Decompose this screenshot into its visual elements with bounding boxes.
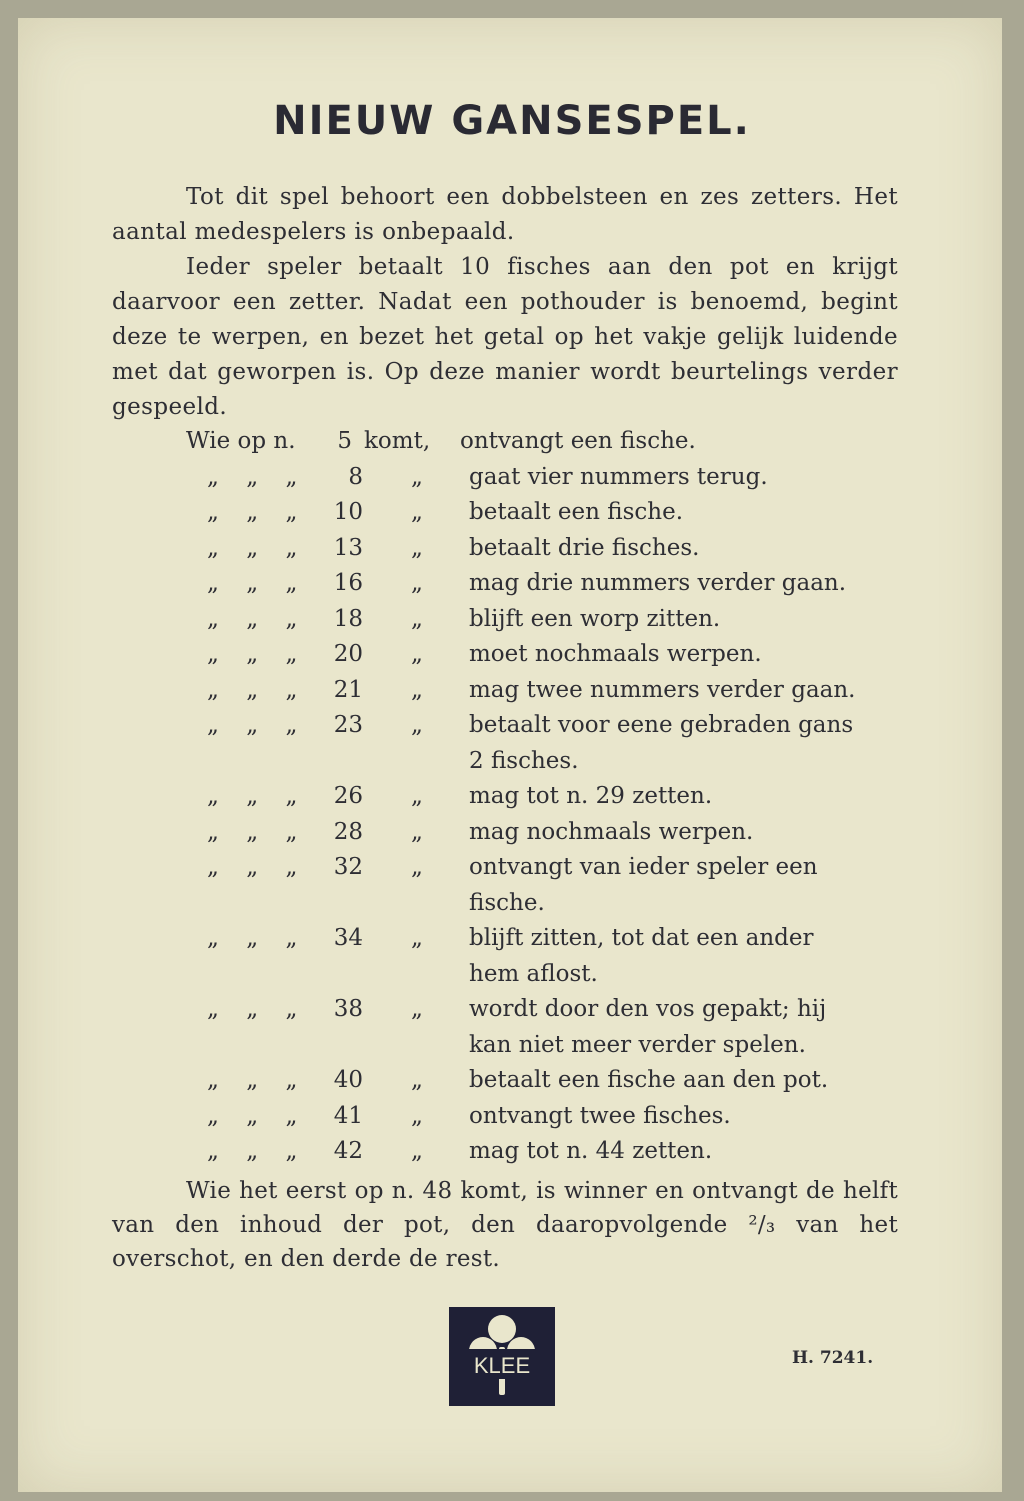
page-title: NIEUW GANSESPEL. [273, 98, 751, 144]
ditto-mark: „ [411, 463, 423, 490]
rule-number [279, 886, 363, 922]
rule-number: 20 [333, 641, 363, 667]
ditto-marks: „ „ „ [207, 854, 298, 880]
ditto-mark: „ [411, 854, 423, 880]
ditto-marks: „ „ „ [207, 463, 298, 490]
rule-row [112, 673, 898, 709]
rule-komt: komt, [364, 428, 431, 454]
rule-row [112, 637, 898, 673]
rule-row [112, 779, 898, 815]
rule-number: 21 [333, 676, 363, 703]
rule-number: 5 [337, 428, 352, 454]
ditto-mark [363, 886, 466, 922]
rule-number: 42 [333, 1138, 363, 1164]
rule-description: 2 fisches. [469, 747, 579, 774]
ditto-marks [112, 957, 279, 993]
intro-paragraph-1: Tot dit spel behoort een dobbelsteen en zes zetters. Het aantal medespelers is onbepaald. [112, 184, 898, 245]
rule-row-continuation [112, 957, 898, 993]
rule-number: 23 [333, 712, 363, 738]
rule-description: fische. [469, 889, 545, 916]
ditto-marks [112, 886, 279, 922]
ditto-mark: „ [411, 605, 423, 632]
rule-row [112, 531, 898, 567]
rule-number: 10 [333, 499, 363, 525]
rule-description: gaat vier nummers terug. [469, 463, 768, 490]
rule-row [112, 1063, 898, 1099]
rule-description: blijft zitten, tot dat een ander [469, 925, 814, 951]
rule-row-first [112, 424, 898, 460]
ditto-mark: „ [411, 996, 423, 1022]
logo-text: KLEE [473, 1353, 531, 1378]
ditto-marks: „ „ „ [207, 1067, 298, 1093]
ditto-mark: „ [411, 570, 423, 596]
ditto-mark [363, 957, 466, 993]
rule-description: betaalt drie fisches. [469, 534, 700, 561]
ditto-marks: „ „ „ [207, 570, 298, 596]
ditto-marks: „ „ „ [207, 996, 298, 1022]
rule-description: mag twee nummers verder gaan. [469, 676, 856, 703]
clover-icon [449, 1307, 555, 1406]
intro-text [112, 180, 898, 425]
rule-description: blijft een worp zitten. [469, 605, 721, 632]
ditto-marks: „ „ „ [207, 783, 298, 809]
ditto-mark: „ [411, 534, 423, 561]
ditto-marks: „ „ „ [207, 605, 298, 632]
rule-row [112, 992, 898, 1028]
rule-number [279, 957, 363, 993]
rule-description: kan niet meer verder spelen. [469, 1031, 806, 1058]
ditto-mark [363, 1028, 466, 1064]
rule-number: 16 [333, 570, 363, 596]
rule-description: betaalt voor eene gebraden gans [469, 712, 854, 738]
rule-description: betaalt een fische. [469, 499, 684, 525]
ditto-mark: „ [411, 783, 423, 809]
ditto-marks: „ „ „ [207, 676, 298, 703]
rule-row [112, 495, 898, 531]
ditto-marks: „ „ „ [207, 499, 298, 525]
outro-text [112, 1174, 898, 1276]
rule-row [112, 1134, 898, 1170]
ditto-mark: „ [411, 499, 423, 525]
ditto-marks: „ „ „ [207, 641, 298, 667]
rule-row-continuation [112, 1028, 898, 1064]
ditto-mark: „ [411, 641, 423, 667]
ditto-mark: „ [411, 1102, 423, 1129]
ditto-marks: „ „ „ [207, 534, 298, 561]
rule-row-continuation [112, 744, 898, 780]
rule-row [112, 850, 898, 886]
rule-number: 32 [333, 854, 363, 880]
ditto-mark: „ [411, 1138, 423, 1164]
rule-row [112, 921, 898, 957]
rule-number: 40 [333, 1067, 363, 1093]
rule-description: ontvangt een fische. [460, 428, 696, 454]
rule-prefix: Wie op n. [186, 428, 296, 454]
rule-number: 34 [333, 925, 363, 951]
klee-logo [449, 1307, 555, 1406]
rule-description: mag drie nummers verder gaan. [469, 570, 847, 596]
ditto-mark [363, 744, 466, 780]
rule-description: ontvangt van ieder speler een [469, 854, 818, 880]
rule-row [112, 815, 898, 851]
rule-row [112, 566, 898, 602]
ditto-marks [112, 744, 279, 780]
ditto-marks: „ „ „ [207, 818, 298, 845]
ditto-marks: „ „ „ [207, 925, 298, 951]
ditto-marks [112, 1028, 279, 1064]
ditto-marks: „ „ „ [207, 712, 298, 738]
rule-number: 13 [333, 534, 363, 561]
rule-number: 18 [333, 605, 363, 632]
rule-description: mag nochmaals werpen. [469, 818, 754, 845]
rule-row-continuation [112, 886, 898, 922]
rule-description: hem aflost. [469, 960, 598, 987]
ditto-mark: „ [411, 925, 423, 951]
ditto-mark: „ [411, 712, 423, 738]
rule-description: moet nochmaals werpen. [469, 641, 762, 667]
ditto-marks: „ „ „ [207, 1102, 298, 1129]
rule-row [112, 460, 898, 496]
rule-number: 41 [333, 1102, 363, 1129]
rule-number: 38 [333, 996, 363, 1022]
rule-row [112, 1099, 898, 1135]
intro-paragraph-2: Ieder speler betaalt 10 fisches aan den pot en krijgt daarvoor een zetter. Nadat een pothouder is benoemd, begint deze te werpen, en bezet het getal op het vakje gelijk luidende met dat geworpen is. Op deze manier wordt beurtelings verder gespeeld. [112, 254, 898, 420]
ditto-mark: „ [411, 676, 423, 703]
outro-paragraph: Wie het eerst op n. 48 komt, is winner en ontvangt de helft van den inhoud der pot, den daaropvolgende ²/₃ van het overschot, en den derde de rest. [112, 1178, 898, 1272]
rule-description: mag tot n. 44 zetten. [469, 1138, 713, 1164]
ditto-mark: „ [411, 818, 423, 845]
product-code: H. 7241. [792, 1348, 874, 1368]
rule-row [112, 602, 898, 638]
rule-number [279, 744, 363, 780]
ditto-marks: „ „ „ [207, 1138, 298, 1164]
rule-description: ontvangt twee fisches. [469, 1102, 731, 1129]
rule-description: wordt door den vos gepakt; hij [469, 996, 827, 1022]
rule-number [279, 1028, 363, 1064]
rule-number: 8 [348, 463, 363, 490]
rule-description: betaalt een fische aan den pot. [469, 1067, 829, 1093]
rule-row [112, 708, 898, 744]
rule-number: 28 [333, 818, 363, 845]
rule-number: 26 [333, 783, 363, 809]
rules-list [112, 424, 898, 1170]
rule-description: mag tot n. 29 zetten. [469, 783, 713, 809]
ditto-mark: „ [411, 1067, 423, 1093]
